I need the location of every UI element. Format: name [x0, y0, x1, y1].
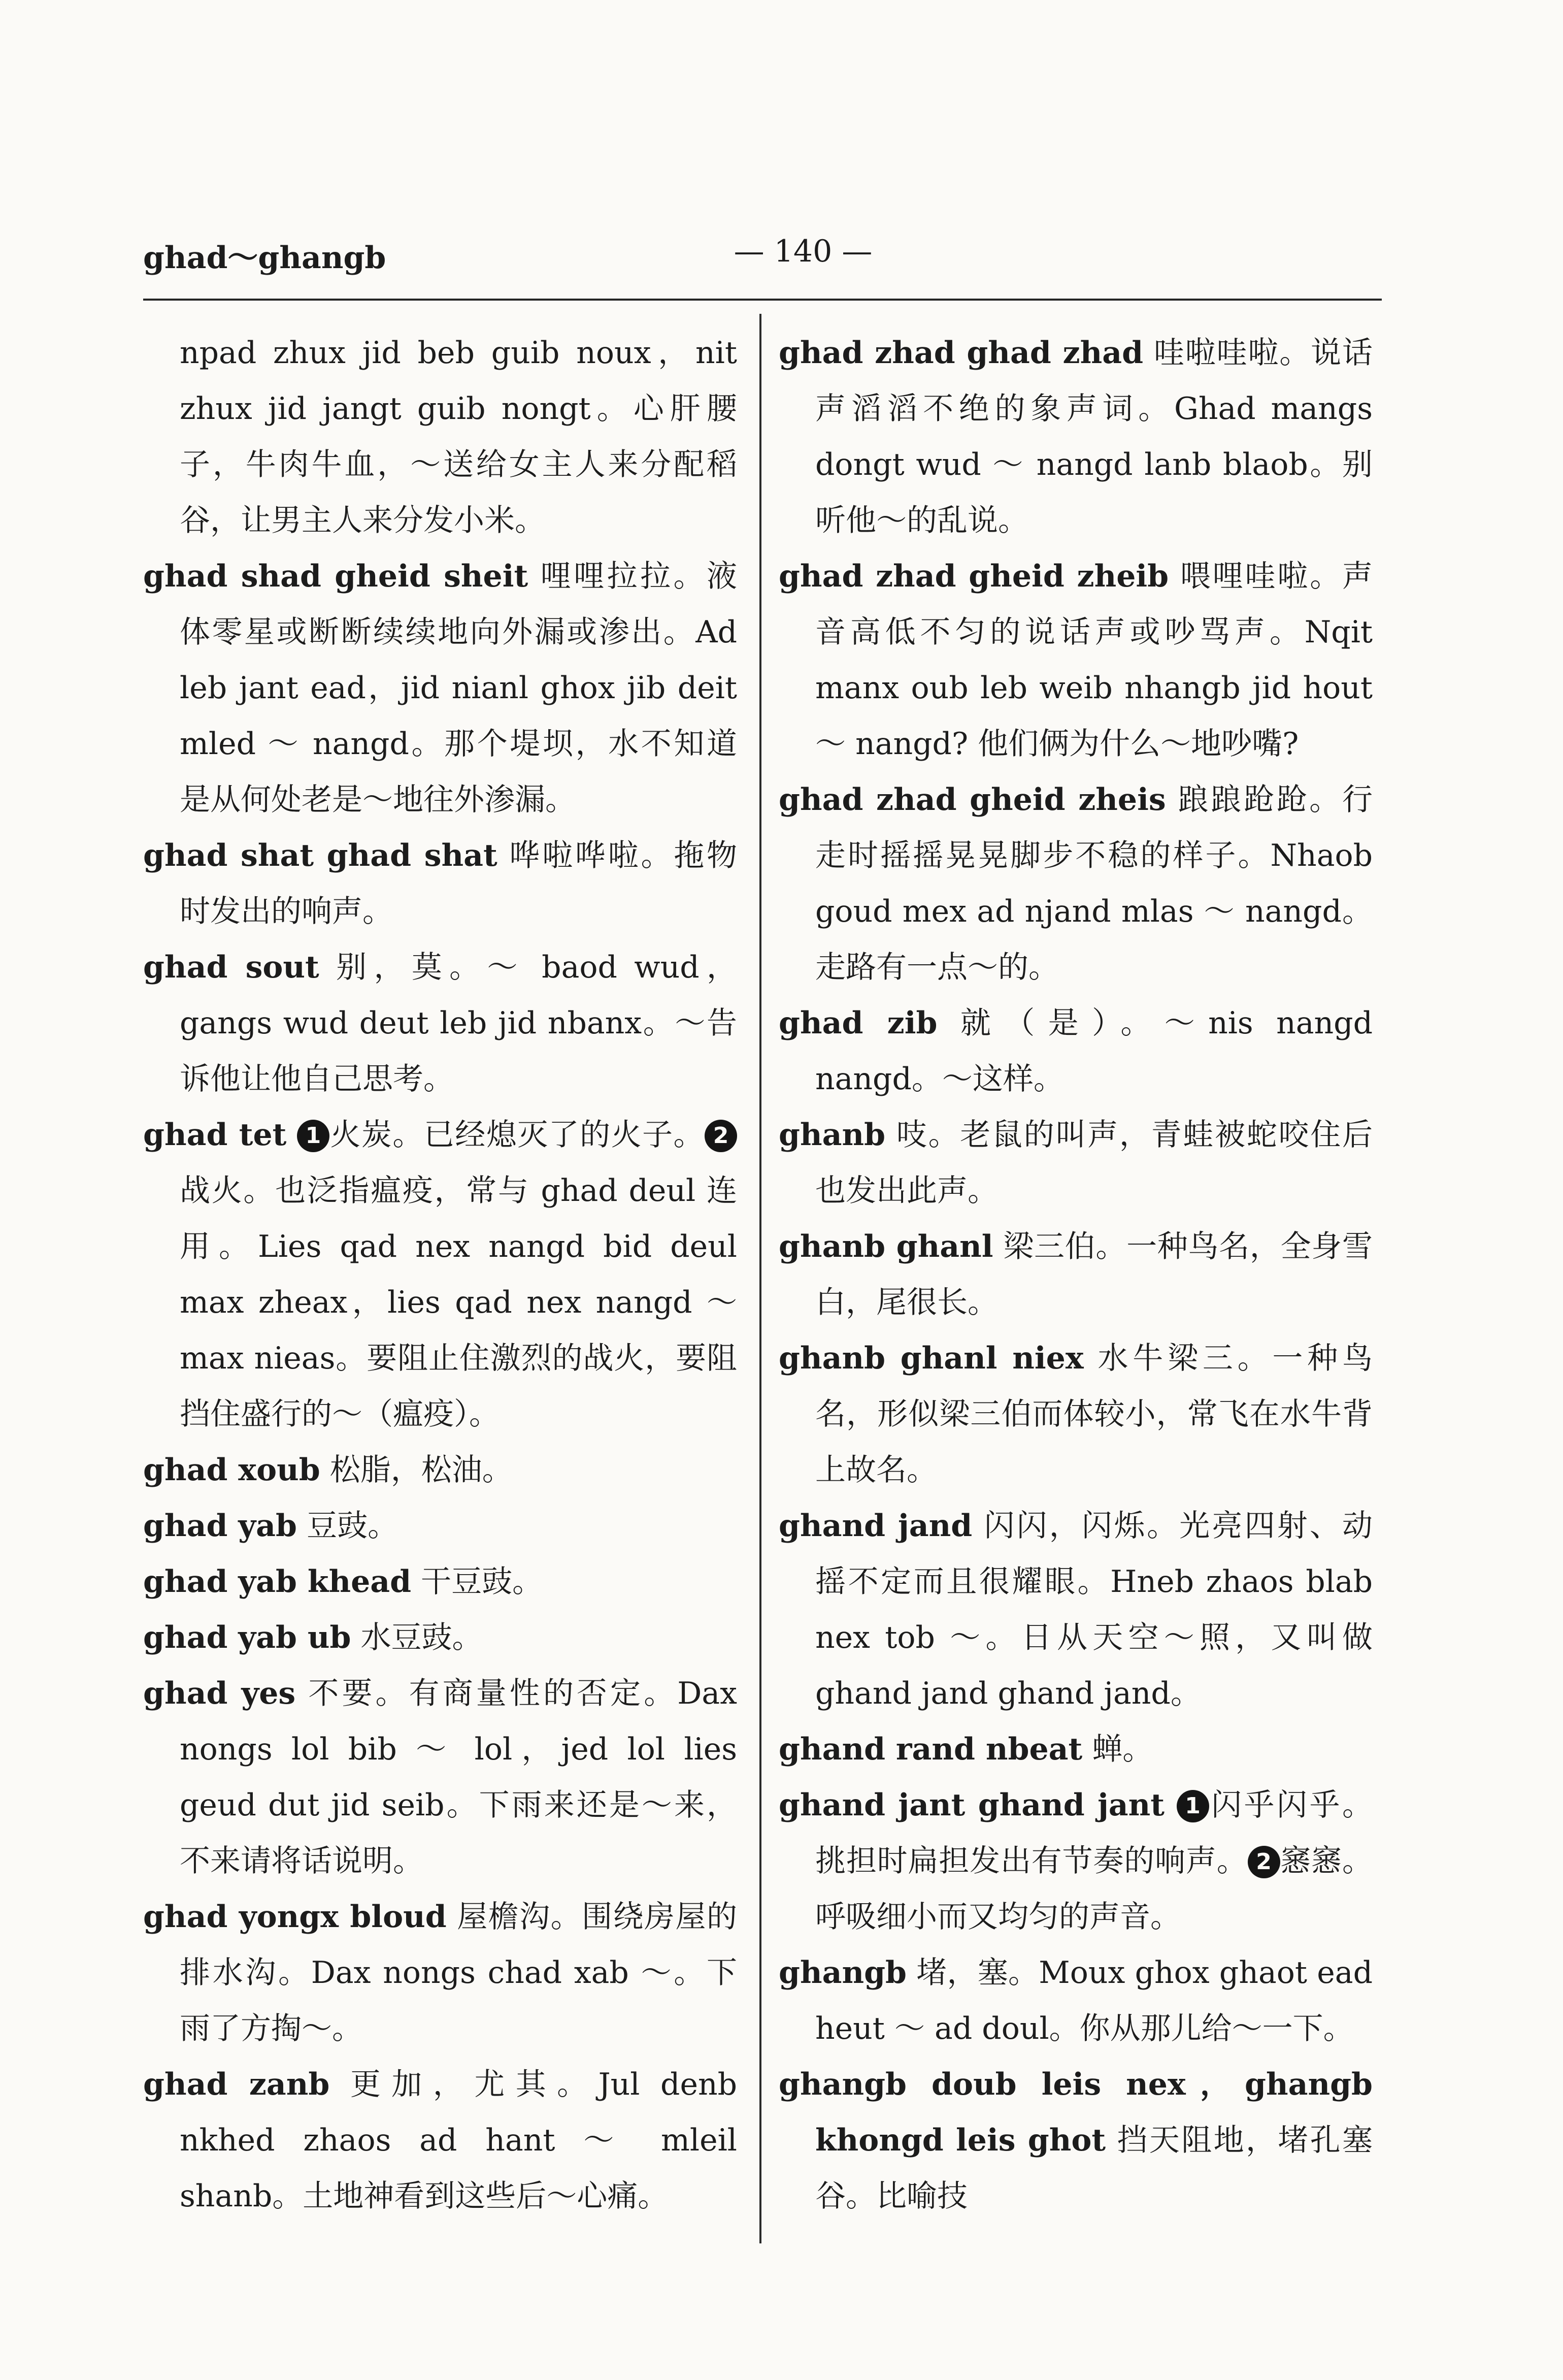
- entry-definition: npad zhux jid beb guib noux，nit zhux jid jangt guib nongt。心肝腰子，牛肉牛血，～送给女主人来分配稻谷，让男主人来分发小米。: [180, 335, 737, 538]
- right-column: [779, 325, 1373, 2224]
- dictionary-entry: [143, 828, 737, 939]
- dictionary-entry: [779, 772, 1373, 995]
- entry-headword: ghangb doub leis nex，ghangb khongd leis ghot: [779, 2067, 1373, 2158]
- entry-headword: ghad yes: [143, 1676, 296, 1711]
- entry-definition: 挡天阻地，堵孔塞谷。比喻技: [815, 2123, 1373, 2214]
- dictionary-entry: [143, 325, 737, 548]
- entry-definition: 屋檐沟。围绕房屋的排水沟。Dax nongs chad xab ～。下雨了方掏～。: [180, 1899, 737, 2046]
- dictionary-entry: [143, 1889, 737, 2057]
- entry-definition: 干豆豉。: [421, 1564, 543, 1600]
- sense-number-2: 2: [705, 1120, 737, 1152]
- entry-headword: ghand rand nbeat: [779, 1732, 1083, 1767]
- dictionary-entry: [779, 1107, 1373, 1219]
- dictionary-entry: [779, 2057, 1373, 2224]
- entry-headword: ghanb: [779, 1117, 886, 1153]
- dictionary-entry: [779, 1945, 1373, 2057]
- entry-definition: 蝉。: [1092, 1732, 1153, 1767]
- entry-definition: 哩哩拉拉。液体零星或断断续续地向外漏或渗出。Ad leb jant ead，jid nianl ghox jib deit mled ～ nangd。那个堤坝，水不知道是从何处老是～地往外渗漏。: [180, 559, 738, 818]
- entry-headword: ghad yab ub: [143, 1620, 351, 1655]
- dictionary-entry: [143, 1554, 737, 1610]
- dictionary-entry: [779, 1721, 1373, 1777]
- header-entry-range: ghad～ghangb: [143, 240, 386, 276]
- dictionary-entry: [779, 325, 1373, 548]
- sense-number-1: 1: [297, 1120, 329, 1152]
- entry-definition: 不要。有商量性的否定。Dax nongs lol bib ～ lol，jed lol lies geud dut jid seib。下雨来还是～来，不来请将话说明。: [180, 1676, 737, 1879]
- entry-definition: 松脂，松油。: [329, 1452, 513, 1488]
- dictionary-entry: [779, 548, 1373, 772]
- entry-definition: 哗啦哗啦。拖物时发出的响声。: [180, 838, 738, 929]
- entry-headword: ghad zanb: [143, 2067, 330, 2102]
- dictionary-entry: [779, 1330, 1373, 1498]
- dictionary-entry: [143, 1610, 737, 1666]
- dictionary-entry: [779, 1498, 1373, 1721]
- page-number: — 140 —: [734, 234, 873, 269]
- entry-definition: 战火。也泛指瘟疫，常与 ghad deul 连用。Lies qad nex nangd bid deul max zheax，lies qad nex nangd ～ max nieas。要阻止住激烈的战火，要阻挡住盛行的～（瘟疫）。: [180, 1173, 737, 1432]
- entry-definition: 堵，塞。Moux ghox ghaot ead heut ～ ad doul。你从那儿给～一下。: [815, 1955, 1373, 2046]
- left-column: [143, 325, 737, 2224]
- entry-headword: ghad shat ghad shat: [143, 838, 497, 873]
- dictionary-entry: [143, 1666, 737, 1889]
- dictionary-entry: [143, 2057, 737, 2224]
- entry-definition: 豆豉。: [307, 1508, 398, 1544]
- entry-headword: ghad zhad ghad zhad: [779, 335, 1144, 371]
- dictionary-entry: [143, 939, 737, 1107]
- entry-definition: 踉踉跄跄。行走时摇摇晃晃脚步不稳的样子。Nhaob goud mex ad njand mlas ～ nangd。走路有一点～的。: [815, 782, 1373, 985]
- entry-definition: 闪闪，闪烁。光亮四射、动摇不定而且很耀眼。Hneb zhaos blab nex tob ～。日从天空～照，又叫做 ghand jand ghand jand。: [815, 1508, 1373, 1711]
- entry-definition: 闪乎闪乎。挑担时扁担发出有节奏的响声。: [815, 1787, 1373, 1879]
- sense-number-2: 2: [1248, 1846, 1280, 1878]
- entry-headword: ghand jand: [779, 1508, 973, 1544]
- entry-headword: ghanb ghanl niex: [779, 1341, 1084, 1376]
- entry-headword: ghanb ghanl: [779, 1229, 993, 1264]
- entry-headword: ghad yab khead: [143, 1564, 412, 1600]
- entry-headword: ghad zhad gheid zheib: [779, 559, 1169, 594]
- entry-headword: ghad yab: [143, 1508, 297, 1544]
- dictionary-entry: [779, 995, 1373, 1107]
- entry-headword: ghangb: [779, 1955, 907, 1991]
- dictionary-entry: [143, 548, 737, 828]
- dictionary-entry: [779, 1219, 1373, 1330]
- entry-headword: ghand jant ghand jant: [779, 1787, 1165, 1823]
- entry-definition: 喂哩哇啦。声音高低不匀的说话声或吵骂声。Nqit manx oub leb weib nhangb jid hout ～ nangd? 他们俩为什么～地吵嘴?: [815, 559, 1373, 762]
- dictionary-entry: [143, 1498, 737, 1554]
- entry-definition: 哇啦哇啦。说话声滔滔不绝的象声词。Ghad mangs dongt wud ～ nangd lanb blaob。别听他～的乱说。: [815, 335, 1373, 538]
- column-divider: [759, 314, 761, 2243]
- dictionary-entry: [143, 1107, 737, 1442]
- entry-definition: 更加，尤其。Jul denb nkhed zhaos ad hant ～ mleil shanb。土地神看到这些后～心痛。: [180, 2067, 737, 2214]
- dictionary-entry: [779, 1777, 1373, 1945]
- entry-definition: 窸窸。呼吸细小而又均匀的声音。: [815, 1843, 1373, 1935]
- entry-definition: 别，莫。～ baod wud，gangs wud deut leb jid nbanx。～告诉他让他自己思考。: [180, 950, 738, 1097]
- entry-definition: 梁三伯。一种鸟名，全身雪白，尾很长。: [815, 1229, 1373, 1320]
- entry-headword: ghad sout: [143, 950, 319, 985]
- entry-definition: 水牛梁三。一种鸟名，形似梁三伯而体较小，常飞在水牛背上故名。: [815, 1341, 1373, 1488]
- entry-definition: 吱。老鼠的叫声，青蛙被蛇咬住后也发出此声。: [815, 1117, 1373, 1209]
- entry-headword: ghad tet: [143, 1117, 287, 1153]
- entry-headword: ghad zib: [779, 1005, 938, 1041]
- sense-number-1: 1: [1177, 1790, 1209, 1822]
- entry-headword: ghad xoub: [143, 1452, 320, 1488]
- entry-definition: 火炭。已经熄灭了的火子。: [329, 1117, 705, 1153]
- page-header: [143, 234, 1382, 282]
- entry-headword: ghad shad gheid sheit: [143, 559, 528, 594]
- dictionary-entry: [143, 1442, 737, 1498]
- entry-definition: 水豆豉。: [360, 1620, 483, 1655]
- entry-headword: ghad zhad gheid zheis: [779, 782, 1166, 818]
- entry-headword: ghad yongx bloud: [143, 1899, 447, 1935]
- header-rule: [143, 299, 1382, 301]
- entry-definition: 就（是）。～nis nangd nangd。～这样。: [815, 1005, 1373, 1097]
